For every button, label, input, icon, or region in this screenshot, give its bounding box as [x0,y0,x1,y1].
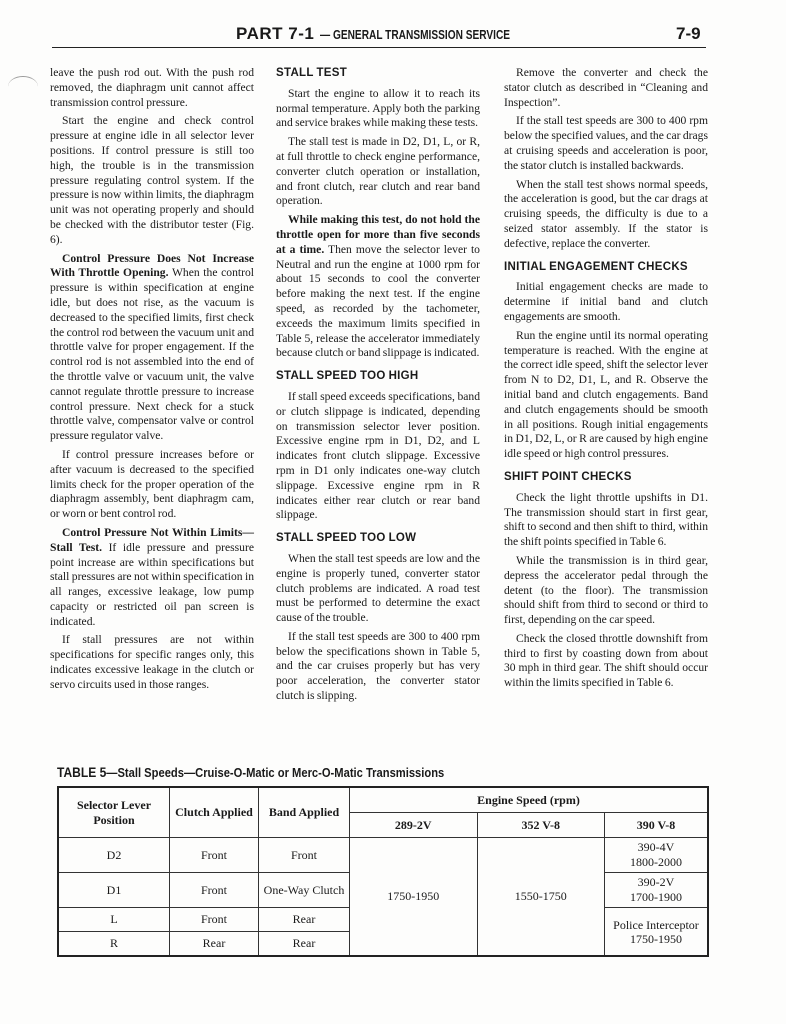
cell-band: Rear [259,908,350,932]
header-title [236,24,656,44]
paragraph [50,66,254,110]
cell-clutch: Front [170,873,259,908]
part-label: PART 7-1 [236,24,315,43]
paragraph-text: If stall pressures are not within specifications for specific ranges only, this indicates excessive leakage in the clutch or servo circuits used in those ranges. [50,633,254,691]
paragraph-lead: Control Pressure Does Not Increase With Throttle Opening. [50,251,254,280]
paragraph: Check the closed throttle downshift from third to first by coasting down from about 30 mph in third gear. The shift should occur within the limits specified in Table 6. [504,631,708,690]
paragraph-text: If idle pressure and pressure point increase are within specifications but stall pressures are not within specification in all ranges, excessive leakage, low pump capacity or restricted oil pan screen is indicated. [50,540,254,628]
heading-shift-point: SHIFT POINT CHECKS [504,470,632,483]
cell-selector: R [58,932,170,957]
cell-289-speed: 1750-1950 [350,838,478,957]
heading-stall-speed-too-low: STALL SPEED TOO LOW [276,532,417,545]
cell-band: One-Way Clutch [259,873,350,908]
cell-clutch: Front [170,908,259,932]
cell-selector: D1 [58,873,170,908]
speed: 1700-1900 [630,890,682,904]
speed: 1750-1950 [630,931,682,946]
table-number: TABLE 5 [57,764,107,780]
speed: 1800-2000 [630,855,682,869]
paragraph-lead: Control Pressure Not Within Limits—Stall Test. [50,525,254,554]
cell-band: Front [259,838,350,873]
cell-selector: D2 [58,838,170,873]
paragraph: Check the light throttle upshifts in D1. The transmission should start in first gear, shift to second and then shift to third, within the shift points specified in Table 6. [504,490,708,549]
column-left [50,66,254,697]
heading-stall-speed-too-high: STALL SPEED TOO HIGH [276,370,419,383]
paragraph-text: leave the push rod out. With the push rod removed, the diaphragm unit cannot affect transmission control pressure. [50,66,254,109]
paragraph [50,114,254,247]
table-row [58,838,708,873]
paragraph: If the stall test speeds are 300 to 400 rpm below the specified values, and the car drags at cruising speeds and acceleration is poor, the stator clutch is installed backwards. [504,114,708,172]
cell-band: Rear [259,932,350,957]
paragraph: If stall speed exceeds specifications, band or clutch slippage is indicated, depending on transmission selector lever position. Excessive engine rpm in D1, D2, and L indicates front clutch slippage. Excessive rpm in D1 only indicates one-way clutch slippage. Excessive engine rpm in R indicates either rear clutch or rear band slippage. [276,389,480,522]
header-289: 289-2V [350,813,478,838]
paragraph: Remove the converter and check the stator clutch as described in “Cleaning and Inspection”. [504,66,708,109]
paragraph: If the stall test speeds are 300 to 400 rpm below the specifications shown in Table 5, and the car cruises properly but has very poor acceleration, the converter stator clutch is slipping. [276,629,480,703]
table-title: —Stall Speeds—Cruise-O-Matic or Merc-O-Matic Transmissions [106,765,445,780]
cell-390-2v [605,873,709,908]
header-rule [52,47,706,48]
paragraph: Run the engine until its normal operating temperature is reached. With the engine at the correct idle speed, shift the selector lever from N to D2, D1, L, and R. Observe the initial band and clutch engagements. Band and clutch engagements should be smooth in all positions. Rough initial engagements in D1, D2, L, or R are caused by high engine idle speed or high control pressures. [504,328,708,461]
paragraph-text: Then move the selector lever to Neutral and run the engine at 1000 rpm for about 15 seconds to cool the converter before making the next test. If the engine speed, as recorded by the tachometer, exceeds the maximum limits specified in Table 5, release the accelerator immediately because clutch or band slippage is indicated. [276,242,480,360]
model: Police Interceptor [613,917,699,932]
header-390: 390 V-8 [605,813,709,838]
paragraph-text: When the control pressure is within specification at engine idle, but does not rise, as the vacuum is decreased to the specified limits, first check the control rod between the vacuum unit and throttle valve for proper engagement. If the control rod is not assembled into the end of the throttle valve or vacuum unit, the valve cannot regulate throttle pressure to increase control pressure. Next check for a stuck throttle valve, compensator valve or control pressure regulator valve. [50,266,254,443]
paragraph [50,252,254,444]
cell-clutch: Rear [170,932,259,957]
paragraph: While the transmission is in third gear, depress the accelerator pedal through the detent (to the floor). The transmission should shift from third to second or third to first, depending on the car speed. [504,553,708,627]
header-clutch: Clutch Applied [170,787,259,838]
column-middle [276,66,480,708]
page-number: 7-9 [676,24,701,43]
paragraph: Initial engagement checks are made to determine if initial band and clutch engagements are smooth. [504,280,708,323]
cell-clutch: Front [170,838,259,873]
header-352: 352 V-8 [477,813,605,838]
paragraph [276,213,480,361]
paragraph [50,633,254,692]
header-selector: Selector Lever Position [58,787,170,838]
cell-390-4v [605,838,709,873]
cell-352-speed: 1550-1750 [477,838,605,957]
paragraph-text: Start the engine and check control pressure at engine idle in all selector lever positions. If control pressure is still too high, the trouble is in the transmission pressure regulating control system. If the pressure is now within limits, the diaphragm unit was not operating properly and should be checked with the distributor tester (Fig. 6). [50,114,254,246]
section-title: — GENERAL TRANSMISSION SERVICE [319,27,510,42]
model: 390-2V [637,875,675,889]
warning-lead: While making this test, do not hold the throttle open for more than five seconds at a time. [276,213,480,256]
header-band: Band Applied [259,787,350,838]
page-header [0,24,786,46]
cell-390-police [605,908,709,957]
paragraph: The stall test is made in D2, D1, L, or R, at full throttle to check engine performance, converter clutch operation or installation, and front clutch, rear clutch and rear band operation. [276,135,480,208]
header-engine-speed: Engine Speed (rpm) [350,787,709,813]
paragraph: Start the engine to allow it to reach its normal temperature. Apply both the parking and service brakes while making these tests. [276,86,480,130]
table-caption [57,764,444,780]
cell-selector: L [58,908,170,932]
model: 390-4V [637,840,675,854]
page-scan-mark [8,76,38,97]
paragraph-text: If control pressure increases before or after vacuum is decreased to the specified limits check for the proper operation of the diaphragm assembly, bent diaphragm cam, or worn or bent control rod. [50,447,254,521]
paragraph [50,448,254,522]
heading-stall-test: STALL TEST [276,67,348,79]
heading-initial-engagement: INITIAL ENGAGEMENT CHECKS [504,260,688,273]
stall-speeds-table [57,786,709,957]
paragraph: When the stall test speeds are low and the engine is properly tuned, converter stator clutch problems are indicated. A road test must be performed to determine the exact cause of the trouble. [276,551,480,625]
paragraph: When the stall test shows normal speeds, the acceleration is good, but the car drags at cruising speeds, the difficulty is due to a seized stator assembly. If the stator is defective, replace the converter. [504,177,708,250]
column-right [504,66,708,695]
paragraph [50,526,254,630]
